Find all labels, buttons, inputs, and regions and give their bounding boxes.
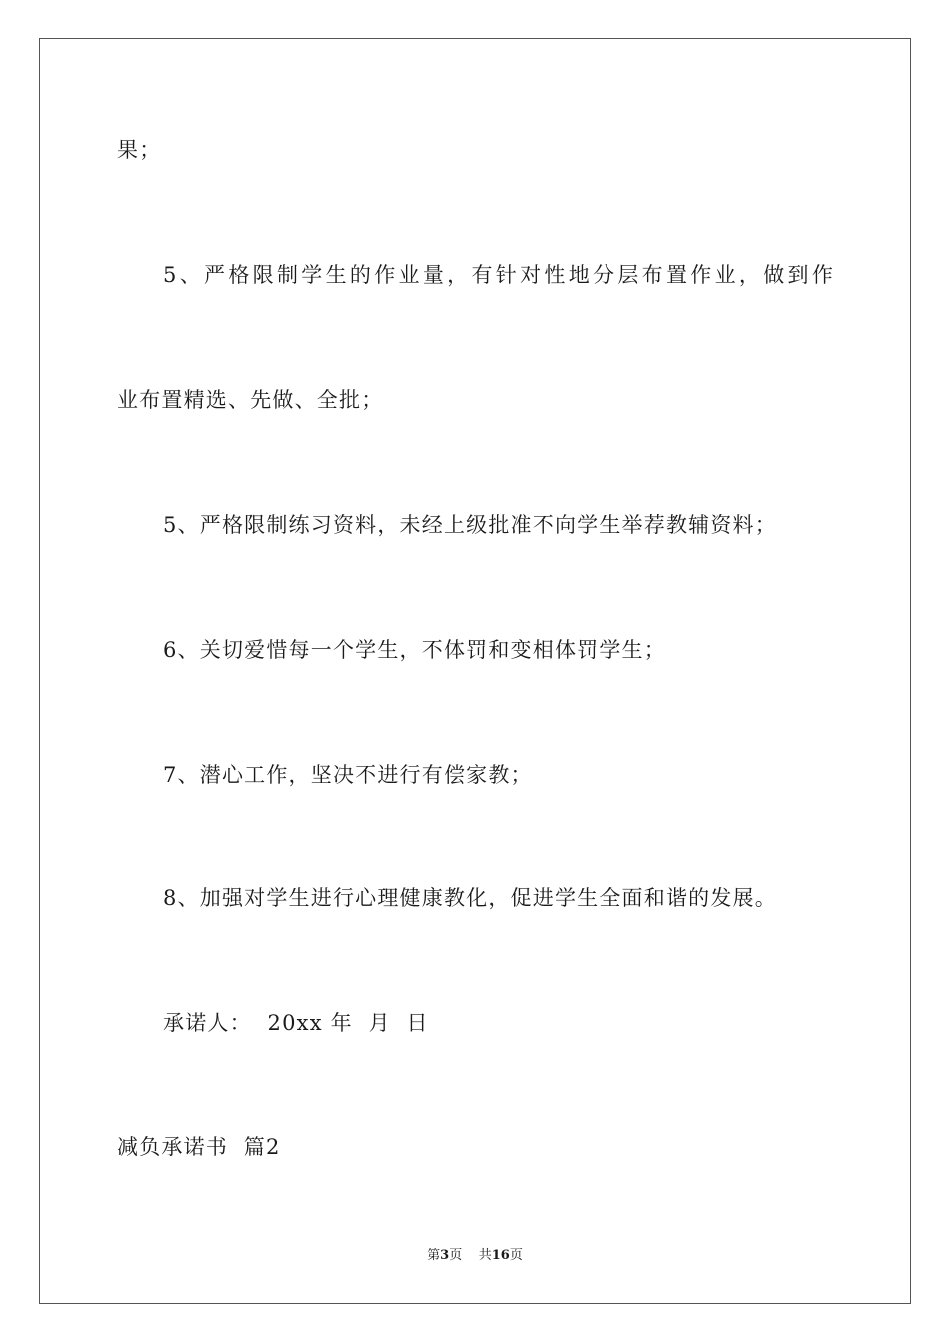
text-char: ，	[738, 263, 760, 287]
text-char: 层	[617, 263, 639, 287]
text-char: 对	[520, 263, 542, 287]
paragraph-item-7: 7、潜心工作，坚决不进行有偿家教；	[163, 763, 533, 787]
text-char: 量	[422, 263, 444, 287]
text-char: 、	[179, 263, 201, 287]
total-page-number: 16	[491, 1248, 510, 1263]
section-heading: 减负承诺书 篇2	[117, 1135, 281, 1159]
text-char: 的	[349, 263, 371, 287]
text-char: 生	[325, 263, 347, 287]
text-char: 布	[641, 263, 663, 287]
text-char: 业	[398, 263, 420, 287]
text-char: 针	[495, 263, 517, 287]
text-char: 作	[374, 263, 396, 287]
paragraph-item-5a-line2: 业布置精选、先做、全批；	[117, 388, 384, 412]
paragraph-item-5a-line1	[163, 265, 833, 286]
text-char: 分	[593, 263, 614, 287]
text-char: 作	[690, 263, 712, 287]
text-char: 5	[163, 263, 177, 287]
text-char: ，	[447, 263, 469, 287]
text-char: 作	[811, 263, 833, 287]
paragraph-item-5b: 5、严格限制练习资料，未经上级批准不向学生举荐教辅资料；	[163, 513, 777, 537]
text-char: 做	[763, 263, 785, 287]
text-char: 置	[665, 263, 687, 287]
paragraph-continuation: 果；	[117, 138, 162, 162]
text-char: 严	[204, 263, 225, 287]
footer-prefix: 第	[427, 1248, 441, 1263]
text-char: 到	[787, 263, 809, 287]
page-border	[39, 38, 911, 1304]
text-char: 有	[471, 263, 493, 287]
paragraph-item-6: 6、关切爱惜每一个学生，不体罚和变相体罚学生；	[163, 638, 666, 662]
footer-mid: 页 共	[449, 1248, 492, 1263]
signature-line: 承诺人： 20xx 年 月 日	[163, 1011, 429, 1035]
text-char: 制	[276, 263, 298, 287]
current-page-number: 3	[440, 1248, 450, 1263]
text-char: 格	[228, 263, 250, 287]
text-char: 学	[301, 263, 323, 287]
footer-suffix: 页	[509, 1248, 523, 1263]
text-char: 性	[544, 263, 566, 287]
text-char: 业	[714, 263, 736, 287]
text-char: 地	[568, 263, 590, 287]
paragraph-item-8: 8、加强对学生进行心理健康教化，促进学生全面和谐的发展。	[163, 886, 777, 910]
text-char: 限	[252, 263, 274, 287]
page-footer	[0, 1249, 950, 1262]
